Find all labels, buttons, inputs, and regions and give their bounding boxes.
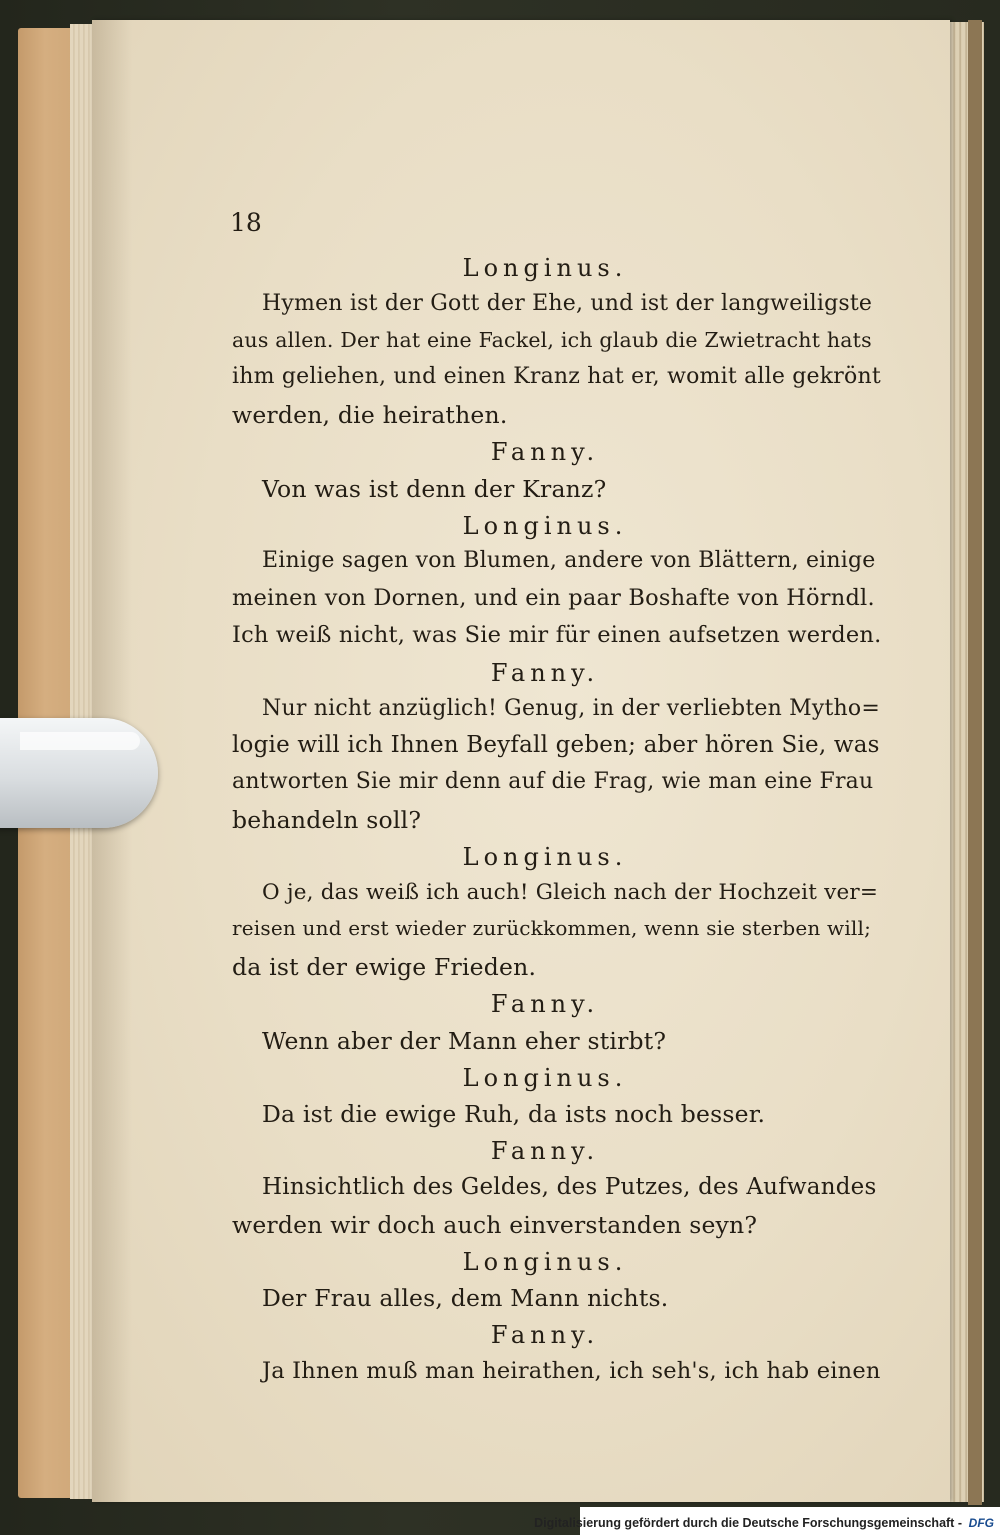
- speaker-heading: Longinus.: [462, 1063, 628, 1092]
- text-line: werden wir doch auch einverstanden seyn?: [232, 1210, 758, 1239]
- text-line: logie will ich Ihnen Beyfall geben; aber hören Sie, was: [232, 732, 880, 759]
- speaker-heading: Longinus.: [462, 511, 628, 540]
- text-line: Da ist die ewige Ruh, da ists noch besser.: [262, 1100, 766, 1129]
- text-line: antworten Sie mir denn auf die Frag, wie man eine Frau: [232, 769, 874, 795]
- speaker-heading: Fanny.: [490, 658, 600, 687]
- footer-bar: [534, 1507, 1000, 1535]
- text-line: Ich weiß nicht, was Sie mir für einen aufsetzen werden.: [232, 622, 882, 648]
- text-line: aus allen. Der hat eine Fackel, ich glaub die Zwietracht hats: [232, 327, 872, 352]
- book-clamp-highlight: [20, 732, 140, 750]
- text-line: Wenn aber der Mann eher stirbt?: [262, 1026, 667, 1055]
- page-number: 18: [230, 208, 262, 237]
- text-line: Der Frau alles, dem Mann nichts.: [262, 1284, 669, 1313]
- text-line: Hymen ist der Gott der Ehe, und ist der langweiligste: [262, 290, 873, 316]
- right-cover-board: [968, 20, 982, 1505]
- text-line: meinen von Dornen, und ein paar Boshafte von Hörndl.: [232, 585, 875, 612]
- speaker-heading: Fanny.: [490, 990, 600, 1018]
- text-line: Nur nicht anzüglich! Genug, in der verliebten Mytho=: [262, 695, 880, 721]
- text-line: O je, das weiß ich auch! Gleich nach der Hochzeit ver=: [262, 879, 879, 905]
- funding-notice: Digitalisierung gefördert durch die Deutsche Forschungsgemeinschaft -: [534, 1516, 962, 1530]
- text-line: Ja Ihnen muß man heirathen, ich seh's, ich hab einen: [262, 1358, 881, 1384]
- text-line: ihm geliehen, und einen Kranz hat er, womit alle gekrönt: [232, 364, 881, 390]
- text-line: reisen und erst wieder zurückkommen, wenn sie sterben will;: [232, 916, 872, 941]
- text-line: da ist der ewige Frieden.: [232, 953, 537, 982]
- book-page: [92, 20, 950, 1502]
- dfg-logo: DFG: [968, 1516, 994, 1530]
- text-line: Einige sagen von Blumen, andere von Blättern, einige: [262, 548, 876, 574]
- speaker-heading: Fanny.: [490, 1137, 600, 1166]
- text-line: Von was ist denn der Kranz?: [262, 474, 607, 503]
- speaker-heading: Fanny.: [490, 1321, 600, 1350]
- speaker-heading: Longinus.: [462, 842, 628, 871]
- speaker-heading: Longinus.: [462, 1247, 628, 1276]
- speaker-heading: Fanny.: [490, 438, 600, 466]
- text-line: werden, die heirathen.: [232, 401, 508, 430]
- text-line: behandeln soll?: [232, 806, 422, 834]
- text-line: Hinsichtlich des Geldes, des Putzes, des Aufwandes: [262, 1174, 877, 1200]
- speaker-heading: Longinus.: [462, 254, 628, 282]
